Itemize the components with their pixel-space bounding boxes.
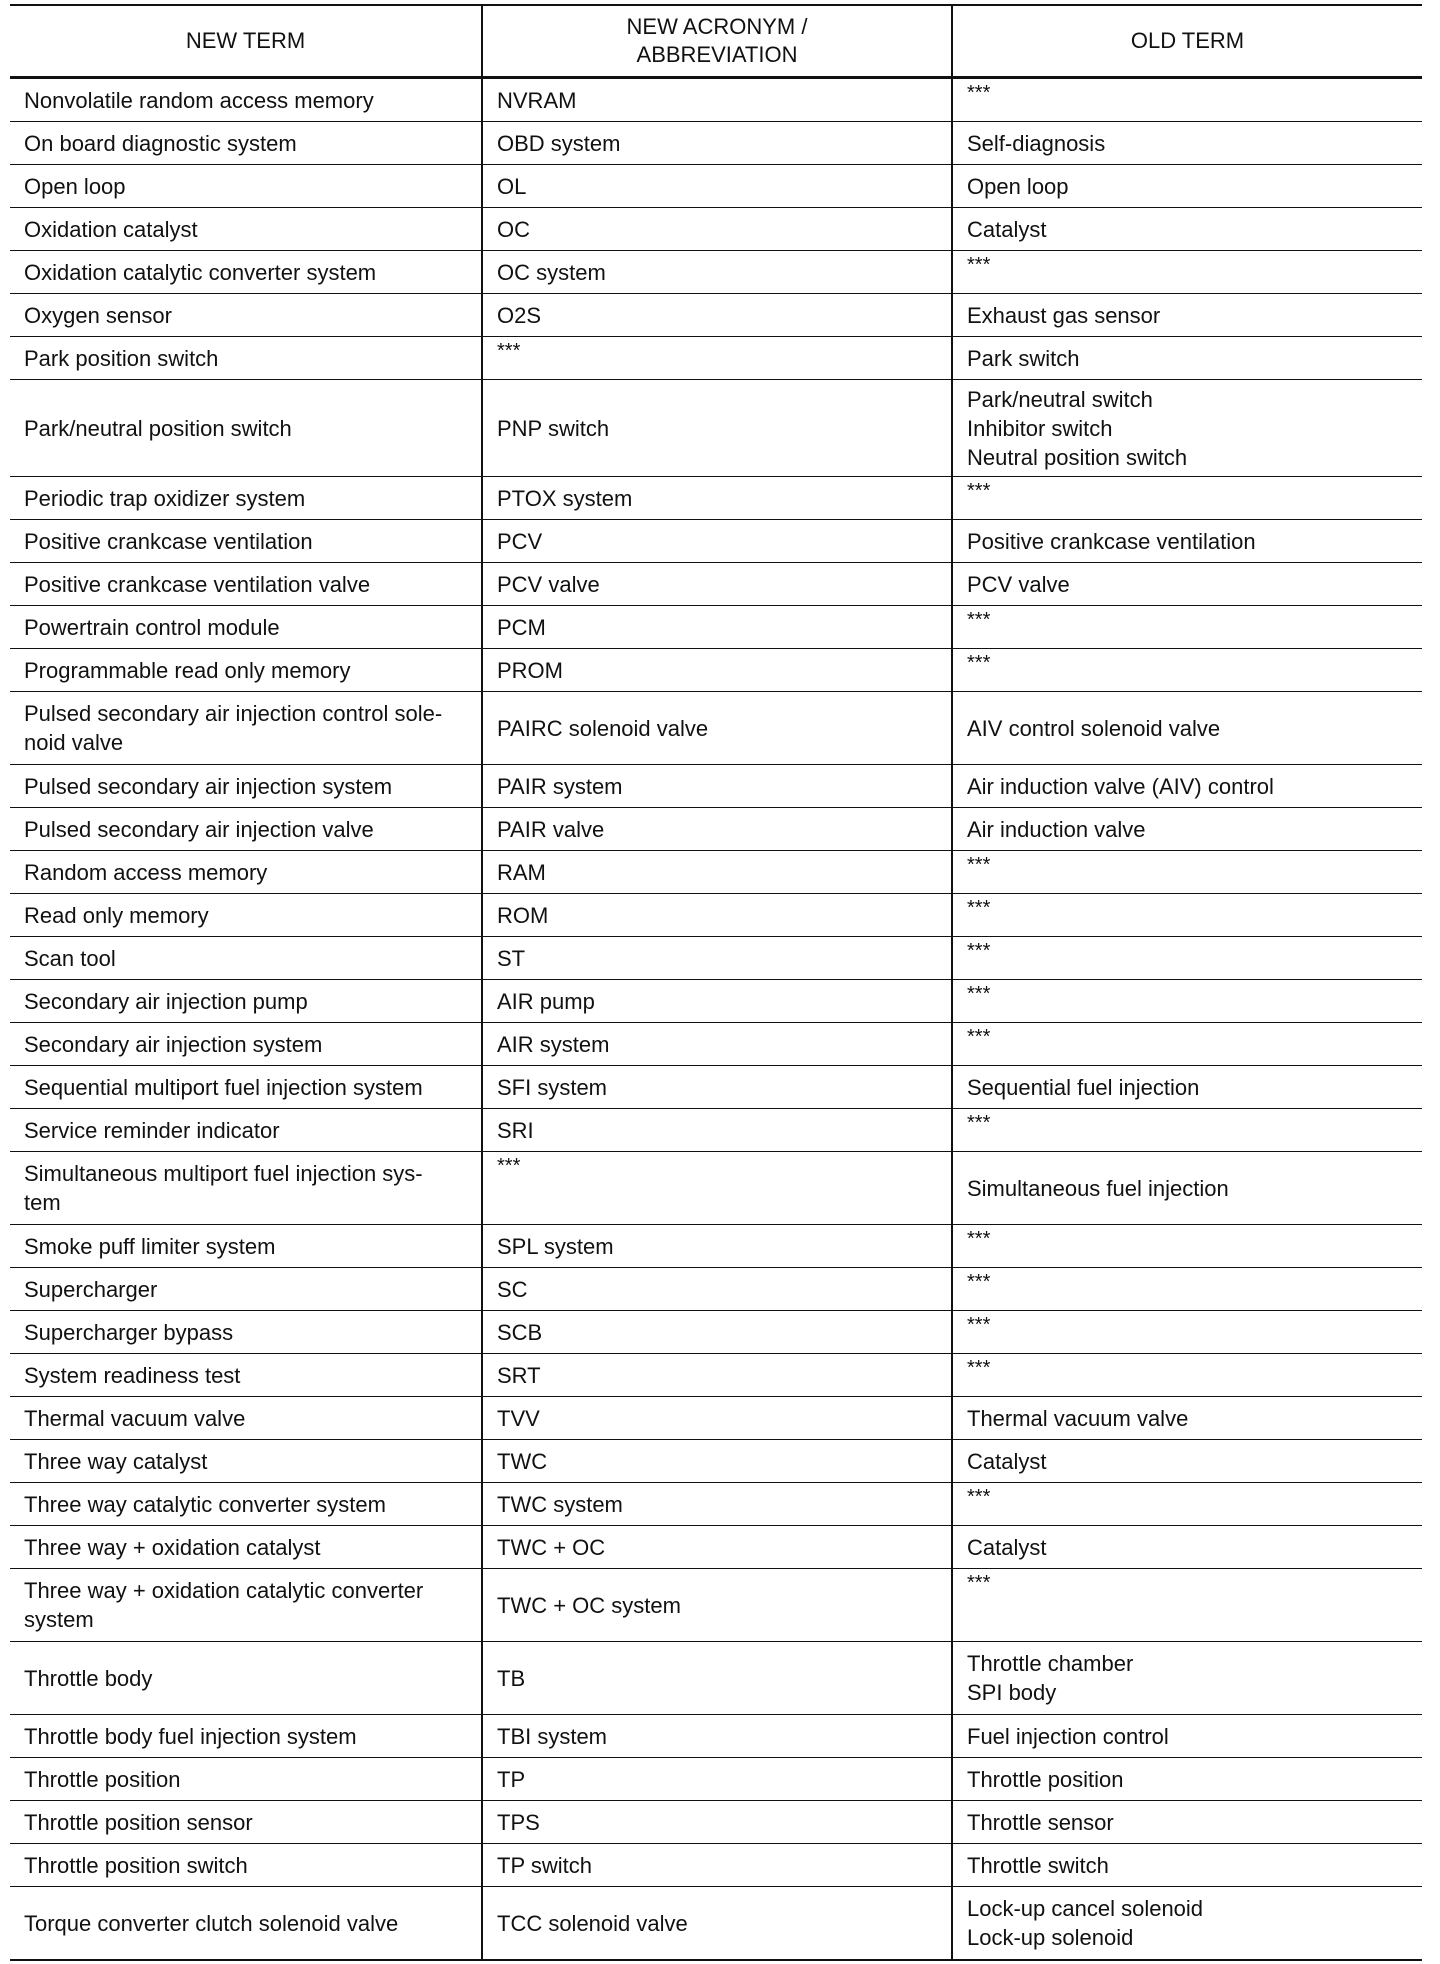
- table-row: [10, 1715, 1422, 1758]
- acronym-cell: OC: [482, 208, 952, 251]
- table-row: [10, 937, 1422, 980]
- table-row: [10, 980, 1422, 1023]
- old-term-cell: ***: [952, 851, 1422, 894]
- old-term-cell: ***: [952, 1268, 1422, 1311]
- old-term-cell: ***: [952, 1225, 1422, 1268]
- old-term-cell: ***: [952, 606, 1422, 649]
- new-term-cell: Three way catalyst: [10, 1440, 482, 1483]
- table-row: [10, 208, 1422, 251]
- old-term-cell: ***: [952, 980, 1422, 1023]
- old-term-cell: ***: [952, 1354, 1422, 1397]
- table-row: [10, 1268, 1422, 1311]
- old-term-cell: Throttle chamber SPI body: [952, 1642, 1422, 1715]
- old-term-cell: ***: [952, 1569, 1422, 1642]
- old-term-cell: Park/neutral switch Inhibitor switch Neutral position switch: [952, 380, 1422, 477]
- new-term-cell: Open loop: [10, 165, 482, 208]
- old-term-cell: ***: [952, 78, 1422, 122]
- old-term-cell: PCV valve: [952, 563, 1422, 606]
- acronym-cell: TWC: [482, 1440, 952, 1483]
- new-term-cell: Smoke puff limiter system: [10, 1225, 482, 1268]
- old-term-cell: Park switch: [952, 337, 1422, 380]
- new-term-cell: Throttle body: [10, 1642, 482, 1715]
- new-term-cell: Oxidation catalytic converter system: [10, 251, 482, 294]
- table-row: [10, 1758, 1422, 1801]
- old-term-cell: Throttle switch: [952, 1844, 1422, 1887]
- old-term-cell: Throttle position: [952, 1758, 1422, 1801]
- old-term-cell: ***: [952, 1483, 1422, 1526]
- old-term-cell: ***: [952, 477, 1422, 520]
- new-term-cell: Read only memory: [10, 894, 482, 937]
- acronym-cell: ***: [482, 337, 952, 380]
- new-term-cell: Secondary air injection system: [10, 1023, 482, 1066]
- old-term-cell: ***: [952, 894, 1422, 937]
- table-row: [10, 563, 1422, 606]
- old-term-cell: Positive crankcase ventilation: [952, 520, 1422, 563]
- table-row: [10, 520, 1422, 563]
- table-row: [10, 337, 1422, 380]
- new-term-cell: Torque converter clutch solenoid valve: [10, 1887, 482, 1961]
- new-term-cell: Three way catalytic converter system: [10, 1483, 482, 1526]
- header-row: [10, 5, 1422, 78]
- acronym-cell: TP: [482, 1758, 952, 1801]
- new-term-cell: Oxygen sensor: [10, 294, 482, 337]
- acronym-cell: RAM: [482, 851, 952, 894]
- new-term-cell: Pulsed secondary air injection system: [10, 765, 482, 808]
- acronym-cell: PROM: [482, 649, 952, 692]
- table-row: [10, 1397, 1422, 1440]
- new-term-cell: Periodic trap oxidizer system: [10, 477, 482, 520]
- old-term-cell: AIV control solenoid valve: [952, 692, 1422, 765]
- table-row: [10, 78, 1422, 122]
- acronym-cell: NVRAM: [482, 78, 952, 122]
- acronym-cell: TB: [482, 1642, 952, 1715]
- new-term-cell: System readiness test: [10, 1354, 482, 1397]
- new-term-cell: Pulsed secondary air injection control sole- noid valve: [10, 692, 482, 765]
- new-term-cell: Oxidation catalyst: [10, 208, 482, 251]
- acronym-cell: SPL system: [482, 1225, 952, 1268]
- new-term-cell: Powertrain control module: [10, 606, 482, 649]
- old-term-cell: Air induction valve: [952, 808, 1422, 851]
- new-term-cell: Programmable read only memory: [10, 649, 482, 692]
- table-row: [10, 1311, 1422, 1354]
- table-row: [10, 165, 1422, 208]
- acronym-cell: OC system: [482, 251, 952, 294]
- acronym-cell: PAIRC solenoid valve: [482, 692, 952, 765]
- table-row: [10, 808, 1422, 851]
- acronym-cell: TCC solenoid valve: [482, 1887, 952, 1961]
- new-term-cell: Nonvolatile random access memory: [10, 78, 482, 122]
- old-term-cell: ***: [952, 1109, 1422, 1152]
- old-term-cell: ***: [952, 1311, 1422, 1354]
- acronym-cell: AIR system: [482, 1023, 952, 1066]
- table-row: [10, 1066, 1422, 1109]
- new-term-cell: Simultaneous multiport fuel injection sys- tem: [10, 1152, 482, 1225]
- table-row: [10, 1801, 1422, 1844]
- acronym-cell: OBD system: [482, 122, 952, 165]
- header-new-term: NEW TERM: [10, 5, 482, 78]
- old-term-cell: ***: [952, 1023, 1422, 1066]
- old-term-cell: ***: [952, 251, 1422, 294]
- acronym-cell: PCV: [482, 520, 952, 563]
- table-row: [10, 1642, 1422, 1715]
- old-term-cell: Fuel injection control: [952, 1715, 1422, 1758]
- acronym-cell: ROM: [482, 894, 952, 937]
- acronym-cell: TP switch: [482, 1844, 952, 1887]
- acronym-cell: PCM: [482, 606, 952, 649]
- table-row: [10, 1023, 1422, 1066]
- table-row: [10, 606, 1422, 649]
- acronym-cell: AIR pump: [482, 980, 952, 1023]
- table-row: [10, 1152, 1422, 1225]
- table-row: [10, 294, 1422, 337]
- new-term-cell: On board diagnostic system: [10, 122, 482, 165]
- table-row: [10, 1225, 1422, 1268]
- acronym-cell: PNP switch: [482, 380, 952, 477]
- new-term-cell: Park position switch: [10, 337, 482, 380]
- acronym-cell: ***: [482, 1152, 952, 1225]
- new-term-cell: Service reminder indicator: [10, 1109, 482, 1152]
- acronym-cell: TVV: [482, 1397, 952, 1440]
- acronym-cell: SRT: [482, 1354, 952, 1397]
- acronym-cell: TBI system: [482, 1715, 952, 1758]
- acronym-cell: PAIR valve: [482, 808, 952, 851]
- table-row: [10, 251, 1422, 294]
- new-term-cell: Throttle position switch: [10, 1844, 482, 1887]
- acronym-cell: PAIR system: [482, 765, 952, 808]
- acronym-cell: PTOX system: [482, 477, 952, 520]
- new-term-cell: Throttle body fuel injection system: [10, 1715, 482, 1758]
- old-term-cell: Thermal vacuum valve: [952, 1397, 1422, 1440]
- new-term-cell: Random access memory: [10, 851, 482, 894]
- acronym-cell: SC: [482, 1268, 952, 1311]
- table-row: [10, 1569, 1422, 1642]
- table-row: [10, 692, 1422, 765]
- table-row: [10, 1526, 1422, 1569]
- terms-table: [10, 4, 1422, 1961]
- new-term-cell: Positive crankcase ventilation: [10, 520, 482, 563]
- old-term-cell: ***: [952, 937, 1422, 980]
- new-term-cell: Three way + oxidation catalyst: [10, 1526, 482, 1569]
- table-row: [10, 894, 1422, 937]
- table-row: [10, 1109, 1422, 1152]
- terms-body: [10, 78, 1422, 1961]
- new-term-cell: Throttle position: [10, 1758, 482, 1801]
- old-term-cell: Open loop: [952, 165, 1422, 208]
- old-term-cell: Catalyst: [952, 1440, 1422, 1483]
- acronym-cell: SCB: [482, 1311, 952, 1354]
- new-term-cell: Park/neutral position switch: [10, 380, 482, 477]
- header-old-term: OLD TERM: [952, 5, 1422, 78]
- acronym-cell: OL: [482, 165, 952, 208]
- acronym-cell: SFI system: [482, 1066, 952, 1109]
- acronym-cell: TWC + OC system: [482, 1569, 952, 1642]
- acronym-cell: TWC + OC: [482, 1526, 952, 1569]
- new-term-cell: Three way + oxidation catalytic converter system: [10, 1569, 482, 1642]
- new-term-cell: Scan tool: [10, 937, 482, 980]
- table-row: [10, 765, 1422, 808]
- old-term-cell: Throttle sensor: [952, 1801, 1422, 1844]
- new-term-cell: Throttle position sensor: [10, 1801, 482, 1844]
- table-row: [10, 1354, 1422, 1397]
- new-term-cell: Supercharger: [10, 1268, 482, 1311]
- table-row: [10, 1887, 1422, 1961]
- old-term-cell: Exhaust gas sensor: [952, 294, 1422, 337]
- table-row: [10, 1844, 1422, 1887]
- table-row: [10, 380, 1422, 477]
- old-term-cell: Catalyst: [952, 1526, 1422, 1569]
- table-row: [10, 851, 1422, 894]
- new-term-cell: Positive crankcase ventilation valve: [10, 563, 482, 606]
- new-term-cell: Pulsed secondary air injection valve: [10, 808, 482, 851]
- old-term-cell: Air induction valve (AIV) control: [952, 765, 1422, 808]
- table-row: [10, 1483, 1422, 1526]
- old-term-cell: Simultaneous fuel injection: [952, 1152, 1422, 1225]
- new-term-cell: Sequential multiport fuel injection system: [10, 1066, 482, 1109]
- header-new-acronym: [482, 5, 952, 78]
- acronym-cell: ST: [482, 937, 952, 980]
- old-term-cell: Sequential fuel injection: [952, 1066, 1422, 1109]
- table-row: [10, 477, 1422, 520]
- acronym-cell: SRI: [482, 1109, 952, 1152]
- old-term-cell: Self-diagnosis: [952, 122, 1422, 165]
- header-new-acronym-label: NEW ACRONYM / ABBREVIATION: [626, 14, 808, 67]
- new-term-cell: Supercharger bypass: [10, 1311, 482, 1354]
- old-term-cell: ***: [952, 649, 1422, 692]
- old-term-cell: Catalyst: [952, 208, 1422, 251]
- new-term-cell: Secondary air injection pump: [10, 980, 482, 1023]
- acronym-cell: TPS: [482, 1801, 952, 1844]
- acronym-cell: PCV valve: [482, 563, 952, 606]
- table-row: [10, 649, 1422, 692]
- old-term-cell: Lock-up cancel solenoid Lock-up solenoid: [952, 1887, 1422, 1961]
- acronym-cell: O2S: [482, 294, 952, 337]
- acronym-cell: TWC system: [482, 1483, 952, 1526]
- new-term-cell: Thermal vacuum valve: [10, 1397, 482, 1440]
- table-row: [10, 122, 1422, 165]
- table-row: [10, 1440, 1422, 1483]
